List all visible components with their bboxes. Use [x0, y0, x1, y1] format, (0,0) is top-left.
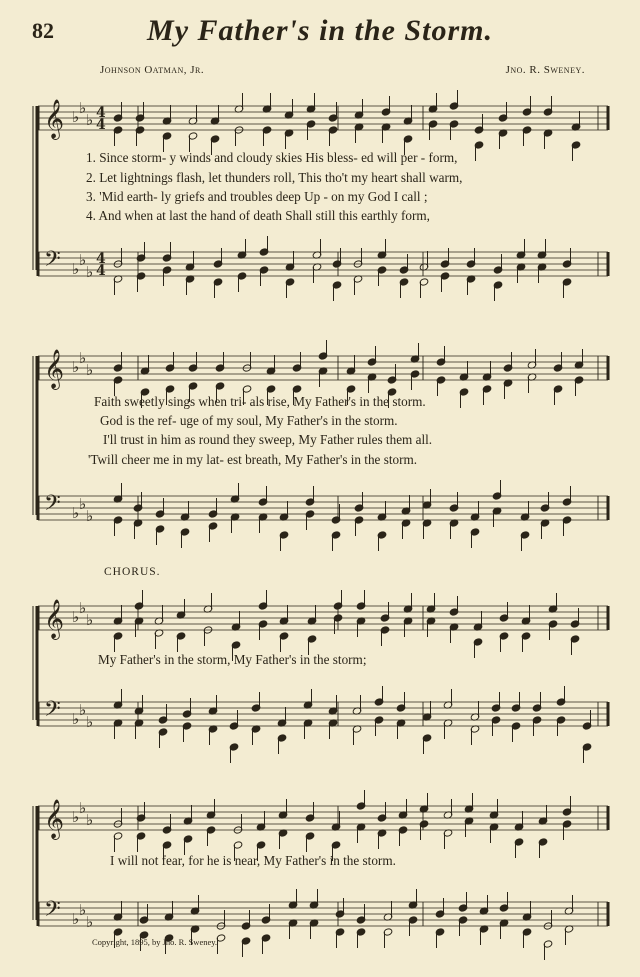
system-brace: [30, 92, 40, 292]
flat-icon: ♭: [86, 111, 94, 129]
flat-icon: ♭: [86, 507, 94, 525]
flat-icon: ♭: [72, 910, 80, 928]
flat-icon: ♭: [72, 808, 80, 826]
flat-icon: ♭: [79, 349, 87, 367]
flat-icon: ♭: [86, 263, 94, 281]
flat-icon: ♭: [79, 599, 87, 617]
flat-icon: ♭: [72, 710, 80, 728]
treble-staff: [38, 342, 608, 392]
flat-icon: ♭: [86, 913, 94, 931]
flat-icon: ♭: [72, 108, 80, 126]
flat-icon: ♭: [86, 713, 94, 731]
flat-icon: ♭: [86, 361, 94, 379]
flat-icon: ♭: [72, 358, 80, 376]
verse-4-line-b: 'Twill cheer me in my lat- est breath, My Father's in the storm.: [88, 452, 418, 467]
system-brace: [30, 792, 40, 942]
bass-clef-icon: 𝄢: [44, 247, 61, 277]
chorus-lyrics-2: I will not fear, for he is near, My Father's in the storm.: [110, 853, 396, 868]
hymn-title: My Father's in the Storm.: [147, 14, 493, 47]
lyricist-credit: Johnson Oatman, Jr.: [100, 64, 205, 76]
treble-clef-icon: 𝄞: [44, 349, 65, 389]
verse-1-line-b: Faith sweetly sings when tri- als rise, My Father's in the storm.: [94, 394, 426, 409]
copyright-notice: Copyright, 1895, by Jno. R. Sweney.: [92, 937, 218, 947]
treble-staff: [38, 792, 608, 842]
treble-staff: [38, 92, 608, 142]
page-number: 82: [32, 18, 54, 43]
bass-staff: [38, 238, 608, 288]
flat-icon: ♭: [86, 811, 94, 829]
chorus-label: CHORUS.: [104, 566, 161, 578]
verse-3-line-a: 3. 'Mid earth- ly griefs and troubles deep Up - on my God I call ;: [86, 189, 428, 204]
flat-icon: ♭: [72, 504, 80, 522]
time-signature-digit: 4: [96, 263, 106, 279]
treble-clef-icon: 𝄞: [44, 599, 65, 639]
verse-4-line-a: 4. And when at last the hand of death Shall still this earthly form,: [86, 208, 430, 223]
system-brace: [30, 592, 40, 742]
verse-2-line-b: God is the ref- uge of my soul, My Father's in the storm.: [100, 413, 398, 428]
bass-staff: [38, 688, 608, 738]
verse-3-line-b: I'll trust in him as round they sweep, My Father rules them all.: [103, 432, 433, 447]
flat-icon: ♭: [86, 611, 94, 629]
composer-credit: Jno. R. Sweney.: [505, 64, 585, 76]
flat-icon: ♭: [79, 495, 87, 513]
bass-clef-icon: 𝄢: [44, 697, 61, 727]
flat-icon: ♭: [79, 251, 87, 269]
flat-icon: ♭: [72, 260, 80, 278]
bass-clef-icon: 𝄢: [44, 491, 61, 521]
verse-2-line-a: 2. Let lightnings flash, let thunders roll, This tho't my heart shall warm,: [86, 170, 463, 185]
flat-icon: ♭: [79, 901, 87, 919]
time-signature-digit: 4: [96, 117, 106, 133]
bass-staff: [38, 888, 608, 938]
flat-icon: ♭: [79, 99, 87, 117]
bass-clef-icon: 𝄢: [44, 897, 61, 927]
bass-staff: [38, 482, 608, 532]
flat-icon: ♭: [79, 799, 87, 817]
chorus-lyrics-1: My Father's in the storm, My Father's in the storm;: [98, 652, 367, 667]
treble-staff: [38, 592, 608, 642]
time-signature-digit: 4: [96, 251, 106, 267]
flat-icon: ♭: [72, 608, 80, 626]
verse-1-line-a: 1. Since storm- y winds and cloudy skies His bless- ed will per - form,: [86, 150, 458, 165]
treble-clef-icon: 𝄞: [44, 99, 65, 139]
system-brace: [30, 342, 40, 537]
time-signature-digit: 4: [96, 105, 106, 121]
flat-icon: ♭: [79, 701, 87, 719]
treble-clef-icon: 𝄞: [44, 799, 65, 839]
